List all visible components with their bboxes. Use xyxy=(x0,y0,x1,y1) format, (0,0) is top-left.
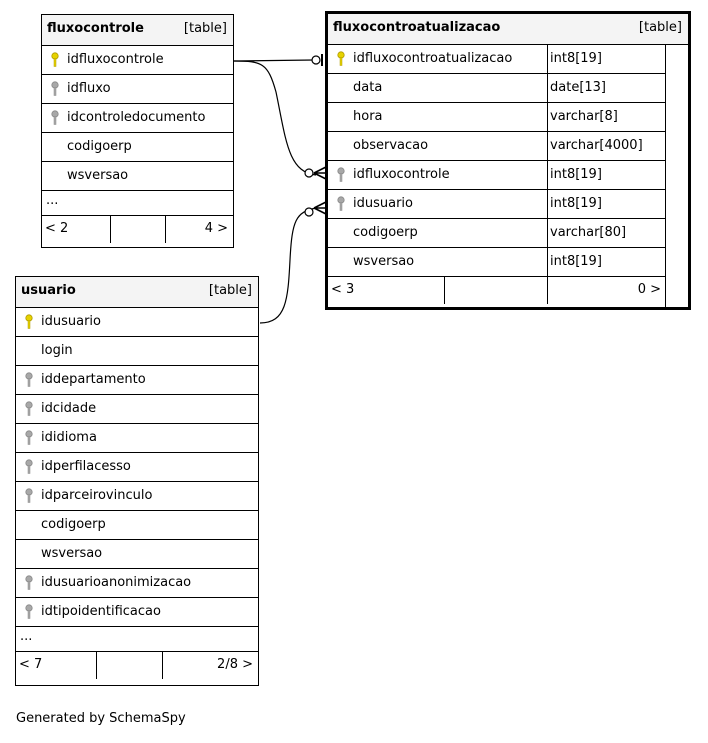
foreign-key-icon xyxy=(50,110,60,126)
column-row[interactable] xyxy=(16,453,258,482)
column-row[interactable] xyxy=(16,569,258,598)
table-footer xyxy=(42,216,233,243)
table-type: [table] xyxy=(208,283,252,298)
optional-circle xyxy=(305,169,313,177)
column-name: observacao xyxy=(353,138,429,153)
column-name: ididioma xyxy=(41,430,97,445)
column-row[interactable] xyxy=(42,75,233,104)
parents-count[interactable]: < 7 xyxy=(19,657,43,672)
primary-key-icon xyxy=(24,314,34,330)
column-row[interactable] xyxy=(16,482,258,511)
column-name: idusuario xyxy=(353,196,413,211)
parents-count[interactable]: < 3 xyxy=(331,282,355,297)
table-header xyxy=(16,277,258,308)
parents-count[interactable]: < 2 xyxy=(45,221,69,236)
column-name: idusuarioanonimizacao xyxy=(41,575,192,590)
column-row[interactable] xyxy=(16,395,258,424)
table-name: usuario xyxy=(21,283,76,298)
column-row[interactable] xyxy=(42,133,233,162)
column-name: idtipoidentificacao xyxy=(41,604,161,619)
column-name: idfluxocontroatualizacao xyxy=(353,51,513,66)
primary-key-icon xyxy=(50,52,60,68)
column-name: idusuario xyxy=(41,314,101,329)
column-name: wsversao xyxy=(41,546,103,561)
column-name: codigoerp xyxy=(67,139,132,154)
column-name: idfluxo xyxy=(67,81,111,96)
column-name: login xyxy=(41,343,73,358)
relationship-usuario xyxy=(260,208,316,323)
column-row[interactable] xyxy=(16,366,258,395)
generated-by-note: Generated by SchemaSpy xyxy=(16,711,186,726)
column-row[interactable] xyxy=(42,46,233,75)
optional-circle xyxy=(305,208,313,216)
table-header xyxy=(328,14,688,45)
column-row[interactable] xyxy=(16,308,258,337)
column-row[interactable] xyxy=(42,104,233,133)
column-row[interactable] xyxy=(328,45,666,74)
column-row[interactable] xyxy=(328,103,666,132)
column-name: idparceirovinculo xyxy=(41,488,153,503)
column-name: idcontroledocumento xyxy=(67,110,206,125)
children-count[interactable]: 2/8 > xyxy=(217,657,253,672)
foreign-key-icon xyxy=(24,430,34,446)
column-row[interactable] xyxy=(16,598,258,627)
table-fluxocontroatualizacao[interactable] xyxy=(325,11,691,310)
column-row[interactable] xyxy=(328,132,666,161)
table-fluxocontrole[interactable] xyxy=(41,14,234,248)
column-row[interactable] xyxy=(16,540,258,569)
column-name: codigoerp xyxy=(353,225,418,240)
column-name: hora xyxy=(353,109,383,124)
table-name: fluxocontrole xyxy=(47,21,144,36)
more-columns: ... xyxy=(16,627,258,652)
column-name: codigoerp xyxy=(41,517,106,532)
foreign-key-icon xyxy=(24,459,34,475)
column-row[interactable] xyxy=(328,74,666,103)
column-datatype: varchar[8] xyxy=(550,109,618,124)
column-datatype: varchar[4000] xyxy=(550,138,643,153)
column-name: idcidade xyxy=(41,401,97,416)
column-name: idfluxocontrole xyxy=(67,52,164,67)
foreign-key-icon xyxy=(24,401,34,417)
column-datatype: date[13] xyxy=(550,80,606,95)
column-row[interactable] xyxy=(328,248,666,277)
foreign-key-icon xyxy=(50,81,60,97)
column-datatype: int8[19] xyxy=(550,51,602,66)
column-name: idfluxocontrole xyxy=(353,167,450,182)
more-columns: ... xyxy=(42,191,233,216)
primary-key-icon xyxy=(336,51,346,67)
foreign-key-icon xyxy=(336,196,346,212)
children-count[interactable]: 4 > xyxy=(204,221,228,236)
column-name: data xyxy=(353,80,383,95)
column-row[interactable] xyxy=(16,424,258,453)
column-name: iddepartamento xyxy=(41,372,146,387)
foreign-key-icon xyxy=(24,604,34,620)
column-row[interactable] xyxy=(328,161,666,190)
table-type: [table] xyxy=(183,21,227,36)
foreign-key-icon xyxy=(24,372,34,388)
table-usuario[interactable] xyxy=(15,276,259,686)
column-row[interactable] xyxy=(16,337,258,366)
foreign-key-icon xyxy=(24,575,34,591)
table-type: [table] xyxy=(638,20,682,35)
table-footer xyxy=(328,277,666,304)
column-datatype: int8[19] xyxy=(550,196,602,211)
relationship-fluxocontrole xyxy=(234,61,316,175)
foreign-key-icon xyxy=(24,488,34,504)
column-datatype: varchar[80] xyxy=(550,225,627,240)
relationship-fluxocontrole-top xyxy=(234,60,314,61)
column-name: wsversao xyxy=(353,254,415,269)
column-row[interactable] xyxy=(42,162,233,191)
column-name: idperfilacesso xyxy=(41,459,131,474)
table-side-column xyxy=(665,45,688,307)
column-name: wsversao xyxy=(67,168,129,183)
table-header xyxy=(42,15,233,46)
column-datatype: int8[19] xyxy=(550,167,602,182)
column-row[interactable] xyxy=(16,511,258,540)
foreign-key-icon xyxy=(336,167,346,183)
column-row[interactable] xyxy=(328,190,666,219)
table-name: fluxocontroatualizacao xyxy=(333,20,501,35)
column-datatype: int8[19] xyxy=(550,254,602,269)
column-row[interactable] xyxy=(328,219,666,248)
children-count[interactable]: 0 > xyxy=(637,282,661,297)
table-footer xyxy=(16,652,258,679)
optional-circle xyxy=(312,56,320,64)
